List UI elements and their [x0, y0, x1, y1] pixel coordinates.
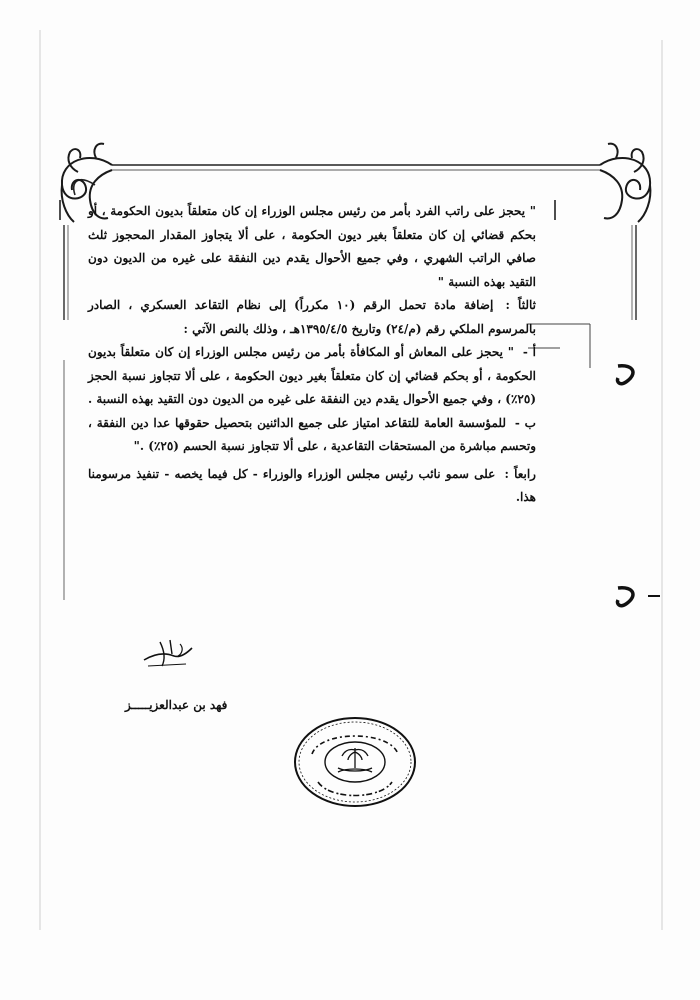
corner-flourish-right	[600, 144, 650, 222]
clause-third-prefix: ثالثاً :	[505, 298, 536, 312]
signatory-name: فهد بن عبدالعزيـــــز	[125, 698, 228, 712]
handwritten-signature	[140, 632, 200, 672]
clause-b-prefix: ب -	[514, 415, 536, 430]
clause-a-text: " يحجز على المعاش أو المكافأة بأمر من رئيس مجلس الوزراء إن كان متعلقاً بديون الحكومة ، أو بحكم قضائي إن كان متعلقاً بغير ديون الحكومة ، على ألا تتجاوز نسبة الحجز (٢٥٪) ، وفي جميع الأحوال يقدم دين النفقة على غيره من الديون دون التقيد بهذه النسبة .	[87, 345, 536, 406]
clause-b	[88, 412, 536, 459]
official-seal	[290, 712, 420, 812]
clause-fourth	[88, 463, 536, 510]
margin-mark-lower	[612, 582, 667, 612]
decree-body	[88, 200, 536, 510]
clause-fourth-text: على سمو نائب رئيس مجلس الوزراء والوزراء - كل فيما يخصه - تنفيذ مرسومنا هذا.	[88, 466, 536, 504]
clause-b-text: للمؤسسة العامة للتقاعد امتياز على جميع الدائنين بتحصيل حقوقها عدا دين النفقة ، وتحسم مباشرة من المستحقات التقاعدية ، على ألا تتجاوز نسبة الحسم (٢٥٪) ."	[88, 415, 536, 453]
palm-swords-emblem	[338, 748, 372, 772]
quoted-paragraph: " يحجز على راتب الفرد بأمر من رئيس مجلس الوزراء إن كان متعلقاً بديون الحكومة ، أو بحكم قضائي إن كان متعلقاً بغير ديون الحكومة ، على ألا يتجاوز المقدار المحجوز ثلث صافي الراتب الشهري ، وفي جميع الأحوال يقدم دين النفقة على غيره من الديون دون التقيد بهذه النسبة "	[88, 204, 536, 289]
clause-third-text: إضافة مادة تحمل الرقم (١٠ مكرراً) إلى نظام التقاعد العسكري ، الصادر بالمرسوم الملكي رقم (م/٢٤) وتاريخ ١٣٩٥/٤/٥هـ ، وذلك بالنص الآتي :	[88, 298, 536, 336]
clause-fourth-prefix: رابعاً :	[504, 466, 536, 481]
margin-mark-upper	[612, 360, 642, 390]
clause-a	[88, 341, 536, 412]
clause-third	[88, 294, 536, 341]
clause-a-prefix: أ -	[522, 345, 536, 359]
